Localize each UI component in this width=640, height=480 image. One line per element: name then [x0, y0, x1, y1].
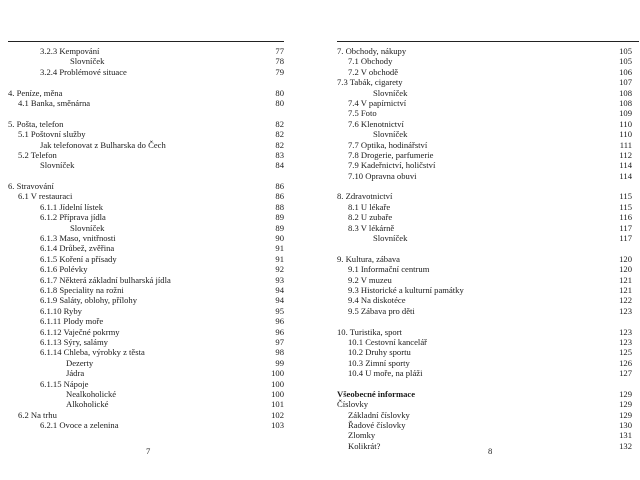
toc-entry-title: 8.3 V lékárně: [348, 222, 395, 233]
toc-entry: [320, 306, 632, 316]
toc-entry-title: Slovníček: [70, 222, 105, 233]
toc-entry: [0, 181, 284, 191]
toc-entry-title: Základní číslovky: [348, 409, 410, 420]
toc-entry: [320, 67, 632, 77]
toc-entry: [320, 295, 632, 305]
toc-entry: [320, 233, 632, 243]
toc-entry-title: 7. Obchody, nákupy: [337, 46, 407, 56]
toc-entry: [320, 56, 632, 66]
toc-entry: [320, 191, 632, 201]
toc-entry: [0, 119, 284, 129]
toc-entry-page: 98: [275, 347, 284, 358]
toc-entry: [0, 316, 284, 326]
toc-entry: [320, 254, 632, 264]
toc-entry-page: 77: [275, 46, 284, 56]
toc-entry-title: Slovníček: [373, 129, 408, 140]
toc-entry-title: 7.8 Drogerie, parfumerie: [348, 149, 434, 160]
header-rule: [8, 41, 284, 42]
toc-entry: [0, 275, 284, 285]
toc-entry-page: 115: [619, 191, 632, 202]
toc-entry-page: 129: [619, 409, 632, 420]
toc-entry: [0, 140, 284, 150]
toc-entry-page: 96: [275, 316, 284, 327]
toc-entry-page: 114: [619, 170, 632, 181]
toc-entry-title: Řadové číslovky: [348, 420, 406, 431]
toc-entry: [320, 327, 632, 337]
toc-entry: [0, 368, 284, 378]
toc-entry-page: 121: [619, 274, 632, 285]
toc-entry-title: 8. Zdravotnictví: [337, 191, 393, 202]
toc-entry-title: 6.1.15 Nápoje: [40, 378, 89, 389]
toc-entry: [0, 129, 284, 139]
toc-entry-page: 92: [275, 264, 284, 275]
toc-entry-title: Dezerty: [66, 357, 94, 368]
toc-entry-title: 6.1.4 Drůbež, zvěřina: [40, 243, 115, 254]
toc-entry: [0, 150, 284, 160]
right-page: [320, 0, 640, 480]
toc-entry-title: Slovníček: [373, 233, 408, 244]
toc-entry-page: 129: [619, 399, 632, 410]
toc-entry: [0, 264, 284, 274]
toc-entry-page: 123: [619, 336, 632, 347]
toc-entry-page: 116: [619, 212, 632, 223]
toc-entry-title: 9.1 Informační centrum: [348, 264, 430, 275]
toc-entry-page: 91: [275, 253, 284, 264]
toc-entry: [320, 337, 632, 347]
toc-entry-title: Všeobecné informace: [337, 388, 416, 399]
toc-spacer: [320, 316, 632, 326]
toc-entry: [320, 140, 632, 150]
toc-entry-page: 108: [619, 87, 632, 98]
toc-entry-title: 7.1 Obchody: [348, 56, 393, 67]
toc-entry-title: 4. Peníze, měna: [8, 87, 63, 98]
toc-entry-page: 82: [275, 129, 284, 140]
toc-entry-page: 117: [619, 222, 632, 233]
toc-entry-page: 132: [619, 440, 632, 451]
toc-spacer: [0, 77, 284, 87]
toc-entry: [320, 368, 632, 378]
toc-entry: [0, 98, 284, 108]
toc-entry-page: 99: [275, 357, 284, 368]
toc-entry: [320, 275, 632, 285]
toc-entry-title: 6.1.8 Speciality na rožni: [40, 284, 124, 295]
toc-entry-page: 95: [275, 305, 284, 316]
page-number: 7: [146, 446, 151, 456]
toc-entry: [0, 67, 284, 77]
toc-entry: [320, 420, 632, 430]
toc-entry: [320, 171, 632, 181]
toc-entry: [0, 306, 284, 316]
toc-entry-title: 6.1 V restauraci: [18, 191, 73, 202]
toc-entry-page: 82: [275, 118, 284, 129]
toc-entry-title: 7.6 Klenotnictví: [348, 118, 404, 129]
toc-entry-page: 100: [271, 368, 284, 379]
toc-entry-title: 6.1.5 Koření a přísady: [40, 253, 117, 264]
toc-entry: [0, 202, 284, 212]
toc-entry-title: 7.3 Tabák, cigarety: [337, 77, 403, 88]
toc-entry-title: 7.4 V papírnictví: [348, 97, 407, 108]
toc-entry-page: 78: [275, 56, 284, 67]
toc-entry-title: Zlomky: [348, 430, 376, 441]
toc-entry: [0, 337, 284, 347]
toc-entry-title: 6.1.12 Vaječné pokrmy: [40, 326, 120, 337]
toc-entry: [320, 347, 632, 357]
toc-spacer: [320, 379, 632, 389]
toc-entry: [320, 108, 632, 118]
toc-entry-title: 6.1.11 Plody moře: [40, 316, 104, 327]
toc-entry-page: 89: [275, 222, 284, 233]
toc-entry-title: Nealkoholické: [66, 388, 117, 399]
toc-entry: [320, 77, 632, 87]
toc-entry: [320, 119, 632, 129]
toc-entry: [320, 98, 632, 108]
toc-entry-page: 107: [619, 77, 632, 88]
toc-entry-page: 80: [275, 97, 284, 108]
toc-entry-title: 10.3 Zimní sporty: [348, 357, 410, 368]
toc-entry-title: 5.1 Poštovní služby: [18, 129, 86, 140]
toc-entry-page: 101: [271, 399, 284, 410]
toc-entry-page: 122: [619, 295, 632, 306]
toc-entry: [0, 347, 284, 357]
toc-entry-title: 6.1.2 Příprava jídla: [40, 212, 106, 223]
toc-entry-title: 6.1.13 Sýry, salámy: [40, 336, 108, 347]
toc-entry-title: 7.5 Foto: [348, 108, 377, 119]
toc-entry-title: Slovníček: [373, 87, 408, 98]
toc-entry-page: 79: [275, 66, 284, 77]
toc-entry-title: Číslovky: [337, 399, 369, 410]
toc-entry-page: 94: [275, 284, 284, 295]
toc-entry-title: 7.2 V obchodě: [348, 66, 399, 77]
toc-entry: [0, 191, 284, 201]
toc-entry-title: 10. Turistika, sport: [337, 326, 402, 337]
toc-entry-page: 91: [275, 243, 284, 254]
toc-entry-title: 6.2.1 Ovoce a zelenina: [40, 420, 119, 431]
toc-entry: [320, 410, 632, 420]
toc-spacer: [0, 171, 284, 181]
toc-entry: [0, 56, 284, 66]
toc-entry: [320, 129, 632, 139]
toc-entry-page: 110: [619, 129, 632, 140]
toc-entry-title: 9.4 Na diskotéce: [348, 295, 406, 306]
toc-entry: [320, 389, 632, 399]
toc-entry-title: Slovníček: [70, 56, 105, 67]
toc-entry-page: 84: [275, 160, 284, 171]
toc-entry: [320, 88, 632, 98]
toc-entry: [320, 150, 632, 160]
toc-entry: [0, 327, 284, 337]
toc-entry: [320, 46, 632, 56]
toc-entry-title: 6.1.7 Některá základní bulharská jídla: [40, 274, 171, 285]
table-of-contents: [0, 46, 284, 430]
toc-entry-title: 6.1.14 Chleba, výrobky z těsta: [40, 347, 145, 358]
toc-entry-title: 7.7 Optika, hodinářství: [348, 139, 428, 150]
toc-entry-title: 9. Kultura, zábava: [337, 253, 400, 264]
toc-entry: [0, 233, 284, 243]
toc-entry-page: 129: [619, 388, 632, 399]
toc-entry-title: Alkoholické: [66, 399, 109, 410]
toc-entry-page: 100: [271, 388, 284, 399]
header-rule: [337, 41, 639, 42]
toc-entry: [320, 223, 632, 233]
toc-entry-page: 120: [619, 264, 632, 275]
toc-entry: [0, 254, 284, 264]
toc-entry-page: 112: [619, 149, 632, 160]
toc-entry: [320, 202, 632, 212]
toc-entry-page: 94: [275, 295, 284, 306]
toc-entry-title: 10.4 U moře, na pláži: [348, 368, 423, 379]
toc-entry-title: Slovníček: [40, 160, 75, 171]
toc-entry-title: 9.2 V muzeu: [348, 274, 392, 285]
toc-entry: [0, 399, 284, 409]
toc-entry-page: 110: [619, 118, 632, 129]
toc-entry: [0, 212, 284, 222]
toc-entry-page: 83: [275, 149, 284, 160]
toc-entry-title: Jak telefonovat z Bulharska do Čech: [40, 139, 166, 150]
toc-entry-title: 10.2 Druhy sportu: [348, 347, 411, 358]
toc-entry-page: 102: [271, 409, 284, 420]
toc-entry-page: 106: [619, 66, 632, 77]
toc-entry-page: 93: [275, 274, 284, 285]
toc-entry: [0, 223, 284, 233]
toc-entry: [320, 264, 632, 274]
toc-entry: [320, 212, 632, 222]
page-number: 8: [488, 446, 493, 456]
toc-entry: [320, 358, 632, 368]
toc-entry-title: 9.3 Historické a kulturní památky: [348, 284, 464, 295]
toc-entry-title: 9.5 Zábava pro děti: [348, 305, 415, 316]
toc-entry-title: Jádra: [66, 368, 85, 379]
toc-entry-title: 6.1.1 Jídelní lístek: [40, 201, 104, 212]
toc-entry-page: 114: [619, 160, 632, 171]
toc-entry: [0, 285, 284, 295]
toc-entry: [320, 285, 632, 295]
toc-entry-title: 4.1 Banka, směnárna: [18, 97, 91, 108]
toc-entry-title: 7.10 Opravna obuvi: [348, 170, 417, 181]
toc-spacer: [0, 108, 284, 118]
toc-entry-page: 130: [619, 420, 632, 431]
toc-entry-page: 120: [619, 253, 632, 264]
toc-entry-page: 105: [619, 56, 632, 67]
toc-entry-page: 117: [619, 233, 632, 244]
toc-spacer: [320, 243, 632, 253]
toc-entry-title: 8.1 U lékaře: [348, 201, 391, 212]
toc-entry-page: 80: [275, 87, 284, 98]
toc-entry-page: 89: [275, 212, 284, 223]
toc-entry-page: 108: [619, 97, 632, 108]
toc-entry-page: 82: [275, 139, 284, 150]
toc-entry-title: 6.1.10 Ryby: [40, 305, 82, 316]
toc-entry-page: 97: [275, 336, 284, 347]
toc-entry-page: 100: [271, 378, 284, 389]
toc-entry-page: 131: [619, 430, 632, 441]
toc-entry: [320, 399, 632, 409]
toc-entry: [0, 389, 284, 399]
toc-entry-title: 7.9 Kadeřnictví, holičství: [348, 160, 436, 171]
toc-entry-page: 90: [275, 233, 284, 244]
toc-entry: [0, 410, 284, 420]
toc-entry-page: 88: [275, 201, 284, 212]
toc-entry: [0, 358, 284, 368]
toc-entry: [320, 441, 632, 451]
toc-entry-page: 86: [275, 181, 284, 192]
toc-entry: [320, 430, 632, 440]
toc-entry: [0, 420, 284, 430]
toc-entry-page: 105: [619, 46, 632, 56]
toc-entry: [0, 88, 284, 98]
toc-entry: [0, 379, 284, 389]
toc-entry-title: 6. Stravování: [8, 181, 54, 192]
table-of-contents: [320, 46, 632, 451]
toc-entry-page: 111: [619, 139, 632, 150]
toc-entry-page: 121: [619, 284, 632, 295]
toc-spacer: [320, 181, 632, 191]
toc-entry-page: 109: [619, 108, 632, 119]
toc-entry-title: 3.2.3 Kempování: [40, 46, 100, 56]
toc-entry-title: 3.2.4 Problémové situace: [40, 66, 127, 77]
toc-entry-title: 6.1.6 Polévky: [40, 264, 88, 275]
toc-entry-title: Kolikrát?: [348, 440, 381, 451]
toc-entry-title: 6.2 Na trhu: [18, 409, 57, 420]
toc-entry-title: 5. Pošta, telefon: [8, 118, 64, 129]
toc-entry-title: 10.1 Cestovní kancelář: [348, 336, 427, 347]
toc-entry-page: 123: [619, 305, 632, 316]
toc-entry: [320, 160, 632, 170]
toc-entry-page: 125: [619, 347, 632, 358]
toc-entry-page: 103: [271, 420, 284, 431]
toc-entry-title: 5.2 Telefon: [18, 149, 57, 160]
toc-entry-page: 126: [619, 357, 632, 368]
toc-entry: [0, 160, 284, 170]
toc-entry-page: 115: [619, 201, 632, 212]
toc-entry-title: 6.1.9 Saláty, oblohy, přílohy: [40, 295, 137, 306]
toc-entry: [0, 243, 284, 253]
toc-entry-title: 8.2 U zubaře: [348, 212, 393, 223]
toc-entry-title: 6.1.3 Maso, vnitřnosti: [40, 233, 116, 244]
toc-entry-page: 123: [619, 326, 632, 337]
toc-entry-page: 127: [619, 368, 632, 379]
toc-entry: [0, 295, 284, 305]
toc-entry-page: 96: [275, 326, 284, 337]
toc-entry: [0, 46, 284, 56]
toc-entry-page: 86: [275, 191, 284, 202]
